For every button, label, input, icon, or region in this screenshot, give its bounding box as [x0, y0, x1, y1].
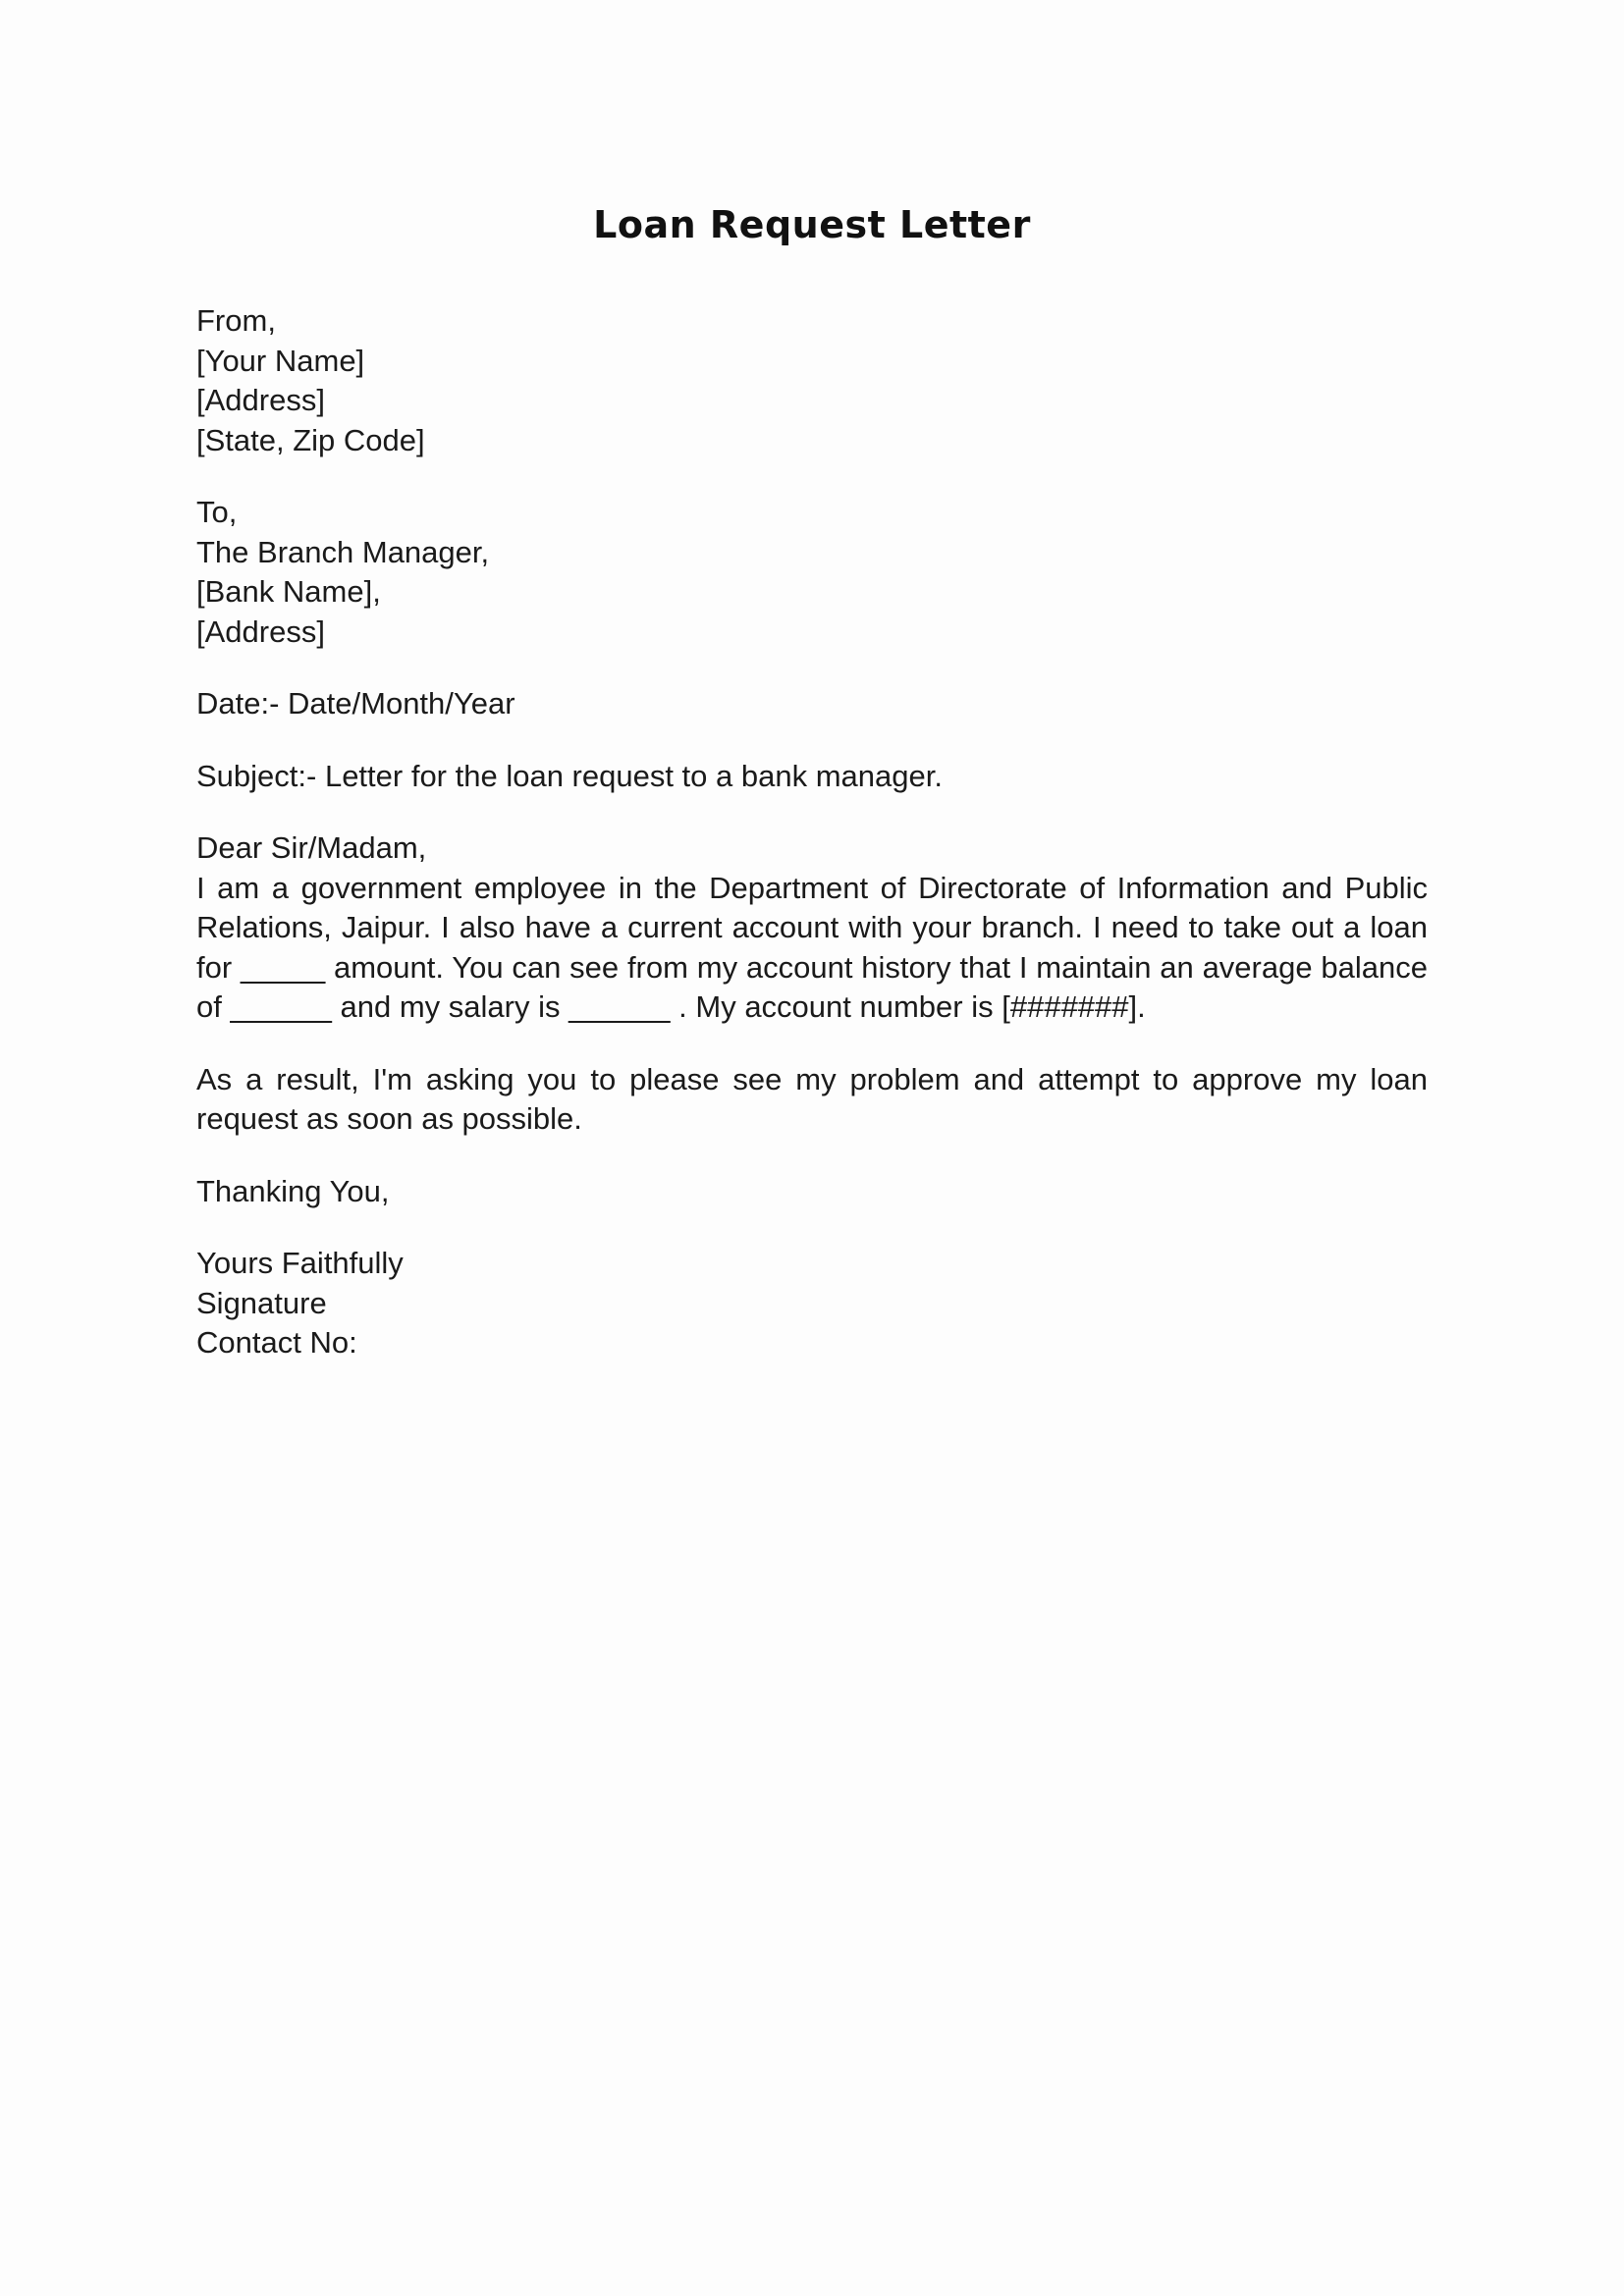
recipient-address: [Address] [196, 614, 325, 649]
recipient-bank-name: [Bank Name], [196, 574, 381, 609]
body-paragraph-1: I am a government employee in the Department of Directorate of Information and Public Relations, Jaipur. I also have a current account with your branch. I need to take out a loan for _____ amount. You can see from my account history that I maintain an average balance of ______ and my salary is ______ . My account number is [#######]. [196, 870, 1428, 1024]
recipient-title: The Branch Manager, [196, 534, 490, 569]
to-heading: To, [196, 495, 238, 529]
sender-address: [Address] [196, 383, 325, 417]
sender-state-zip: [State, Zip Code] [196, 422, 425, 457]
closing-block [196, 1244, 1428, 1363]
sender-name: [Your Name] [196, 343, 365, 378]
recipient-block [196, 493, 1428, 652]
letter-subject: Subject:- Letter for the loan request to a bank manager. [196, 758, 943, 793]
letter-title: Loan Request Letter [593, 203, 1031, 246]
signature-line: Signature [196, 1285, 327, 1320]
body-paragraph-2: As a result, I'm asking you to please see my problem and attempt to approve my loan request as soon as possible. [196, 1061, 1428, 1136]
letter-date: Date:- Date/Month/Year [196, 686, 515, 721]
letter-body [196, 301, 1428, 1363]
sign-off: Yours Faithfully [196, 1246, 404, 1280]
from-heading: From, [196, 303, 276, 338]
sender-block [196, 301, 1428, 460]
salutation: Dear Sir/Madam, [196, 830, 427, 865]
contact-line: Contact No: [196, 1325, 357, 1360]
thanks-line: Thanking You, [196, 1173, 390, 1208]
